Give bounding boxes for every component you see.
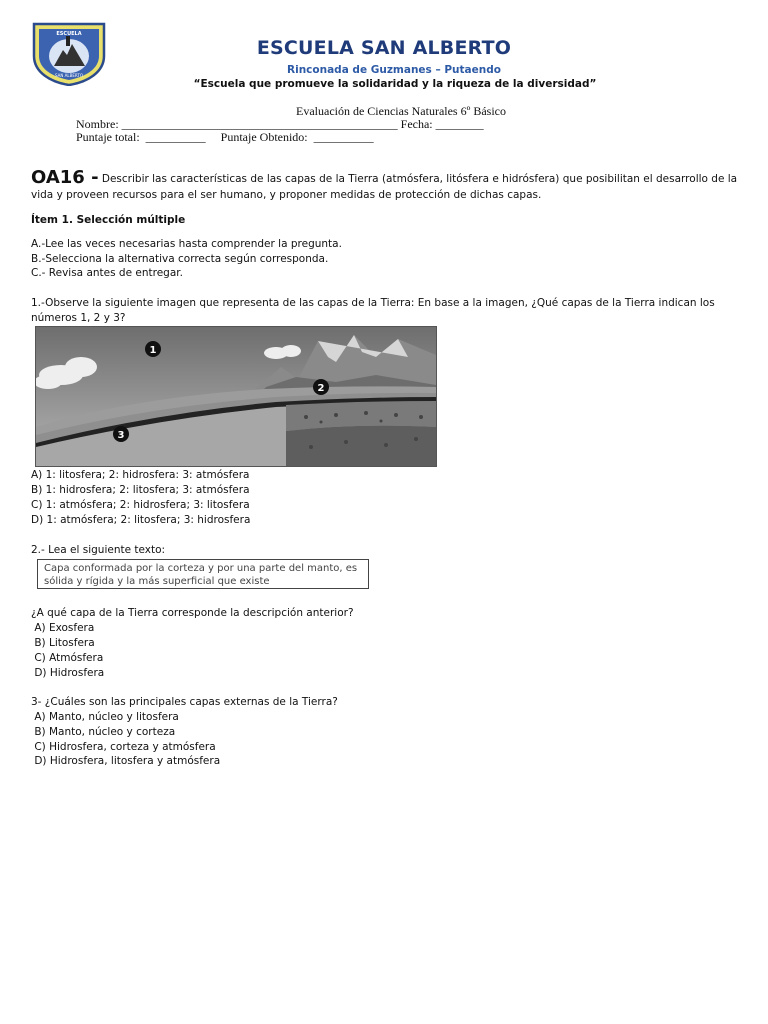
figure-marker-3 xyxy=(113,426,129,442)
q2-question: ¿A qué capa de la Tierra corresponde la descripción anterior? xyxy=(31,607,354,619)
figure-marker-1 xyxy=(145,341,161,357)
q2-intro: 2.- Lea el siguiente texto: xyxy=(31,544,166,556)
q3-option-d[interactable]: D) Hidrosfera, litosfera y atmósfera xyxy=(31,755,221,767)
q2-option-c[interactable]: C) Atmósfera xyxy=(31,652,104,664)
school-name: ESCUELA SAN ALBERTO xyxy=(256,37,512,59)
q3-option-b[interactable]: B) Manto, núcleo y corteza xyxy=(31,726,176,738)
figure-label-3: 3 xyxy=(117,430,125,441)
q2-option-b[interactable]: B) Litosfera xyxy=(31,637,95,649)
q1-option-c[interactable]: C) 1: atmósfera; 2: hidrosfera; 3: litosfera xyxy=(31,499,250,511)
q3-question: 3- ¿Cuáles son las principales capas externas de la Tierra? xyxy=(31,696,338,708)
score-line[interactable]: Puntaje total: __________ Puntaje Obtenido: __________ xyxy=(76,130,374,144)
objective-text: Describir las características de las capas de la Tierra (atmósfera, litósfera e hidrósfera) que posibilitan el desarrollo de la vida y proveen recursos para el ser humano, y proponer medidas de protección de dichas capas. xyxy=(31,173,738,201)
school-location: Rinconada de Guzmanes – Putaendo xyxy=(287,64,501,76)
q3-option-a[interactable]: A) Manto, núcleo y litosfera xyxy=(31,711,179,723)
earth-layers-figure xyxy=(35,326,437,467)
instruction-c: C.- Revisa antes de entregar. xyxy=(31,267,183,279)
evaluation-title: Evaluación de Ciencias Naturales 6º Básico xyxy=(296,104,506,118)
item-title: Ítem 1. Selección múltiple xyxy=(31,214,186,226)
q2-option-d[interactable]: D) Hidrosfera xyxy=(31,667,105,679)
objective-code: OA16 - xyxy=(31,167,99,188)
name-date-line[interactable]: Nombre: ______________________________________________ Fecha: ________ xyxy=(76,117,484,131)
objective xyxy=(31,167,751,203)
svg-text:ESCUELA: ESCUELA xyxy=(56,31,82,37)
figure-label-2: 2 xyxy=(317,383,325,394)
figure-label-1: 1 xyxy=(149,345,157,356)
q2-text-box: Capa conformada por la corteza y por una parte del manto, es sólida y rígida y la más superficial que existe xyxy=(37,559,369,589)
q1-option-d[interactable]: D) 1: atmósfera; 2: litosfera; 3: hidrosfera xyxy=(31,514,251,526)
q2-option-a[interactable]: A) Exosfera xyxy=(31,622,95,634)
instruction-a: A.-Lee las veces necesarias hasta comprender la pregunta. xyxy=(31,238,342,250)
q1-text: 1.-Observe la siguiente imagen que representa de las capas de la Tierra: En base a la imagen, ¿Qué capas de la Tierra indican los números 1, 2 y 3? xyxy=(31,297,715,324)
instruction-b: B.-Selecciona la alternativa correcta según corresponda. xyxy=(31,253,329,265)
q1-option-b[interactable]: B) 1: hidrosfera; 2: litosfera; 3: atmósfera xyxy=(31,484,250,496)
q3-option-c[interactable]: C) Hidrosfera, corteza y atmósfera xyxy=(31,741,216,753)
school-motto: “Escuela que promueve la solidaridad y la riqueza de la diversidad” xyxy=(193,78,597,90)
figure-marker-2 xyxy=(313,379,329,395)
q1-option-a[interactable]: A) 1: litosfera; 2: hidrosfera: 3: atmósfera xyxy=(31,469,250,481)
svg-text:SAN ALBERTO: SAN ALBERTO xyxy=(55,73,83,78)
